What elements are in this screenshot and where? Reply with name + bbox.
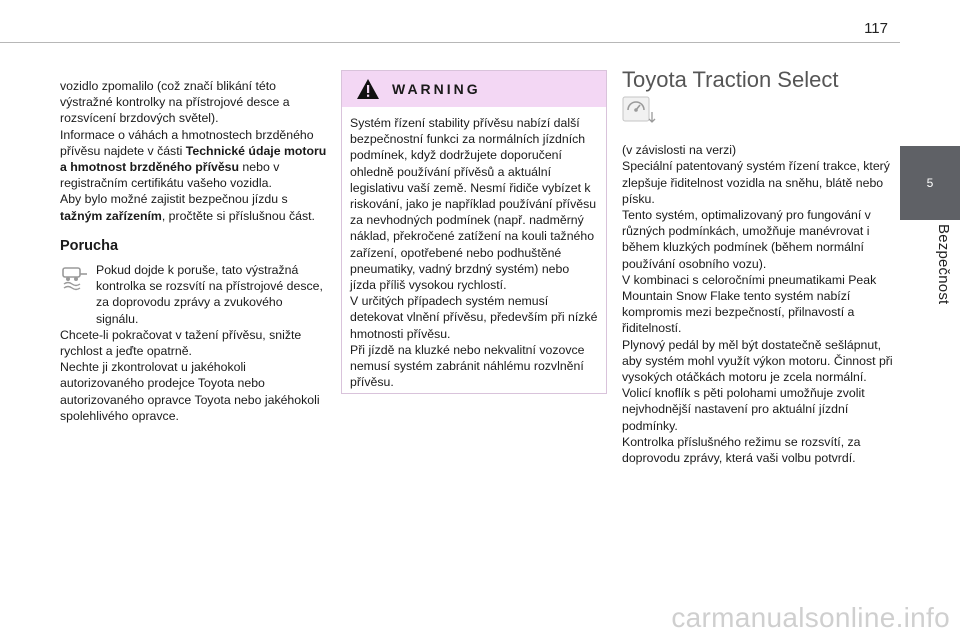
safety-link-text: tažným zařízením bbox=[60, 208, 162, 223]
warning-header bbox=[342, 71, 606, 107]
intro-text: vozidlo zpomalilo (což značí blikání této výstražné kontrolky na přístrojové desce a rozsvícení brzdových světel). bbox=[60, 79, 290, 126]
version-note: (v závislosti na verzi) bbox=[622, 143, 737, 158]
warning-body bbox=[342, 107, 606, 390]
porucha-heading: Porucha bbox=[60, 237, 119, 254]
porucha-block bbox=[60, 262, 328, 327]
porucha-text: Pokud dojde k poruše, tato výstražná kontrolka se rozsvítí na přístrojové desce, za doprovodu zprávy a zvukového signálu. bbox=[96, 263, 323, 326]
porucha-dealer-text: Nechte ji zkontrolovat u jakéhokoli autorizovaného prodejce Toyota nebo autorizovaného opravce Toyota nebo jakéhokoli spolehlivého opravce. bbox=[60, 360, 320, 423]
info-paragraph bbox=[60, 127, 328, 192]
safety-text-post: , pročtěte si příslušnou část. bbox=[161, 208, 315, 223]
info-link-text: Technické údaje motoru a hmotnost brzděného přívěsu bbox=[60, 143, 327, 175]
safety-text-pre: Aby bylo možné zajistit bezpečnou jízdu s bbox=[60, 192, 288, 207]
body-paragraph: Tento systém, optimalizovaný pro fungování v různých podmínkách, umožňuje manévrovat i během kluzkých podmínek (během normální používání osobního vozu). bbox=[622, 208, 871, 271]
body-paragraph: Volicí knoflík s pěti polohami umožňuje zvolit nejvhodnější nastavení pro aktuální jízdní podmínky. bbox=[622, 386, 865, 433]
traction-select-icon bbox=[622, 96, 658, 126]
left-column bbox=[60, 78, 328, 424]
chapter-title: Bezpečnost bbox=[935, 224, 952, 305]
body-paragraph: V kombinaci s celoročními pneumatikami Peak Mountain Snow Flake tento systém nabízí kompromis mezi bezpečností, přilnavostí a řiditelností. bbox=[622, 272, 877, 336]
watermark: carmanualsonline.info bbox=[671, 602, 950, 633]
warning-box bbox=[341, 70, 607, 394]
trailer-stability-warning-icon bbox=[60, 262, 90, 292]
warning-paragraph: Systém řízení stability přívěsu nabízí další bezpečnostní funkci za normálních jízdních podmínek, když dodržujete doporučení ohledně používání přívěsů a aktuální legislativu vaší země. Nesmí řidiče vybízet k riskování, jako je například používání přívěsu za nevhodných podmínek (např. nadměrný náklad, překročené zatížení na kouli tažného zařízení, opotřebené nebo podhuštěné pneumatiky, vadný brzdný systém) nebo jízda příliš vysokou rychlostí. bbox=[350, 116, 597, 293]
section-title: Toyota Traction Select bbox=[622, 67, 839, 92]
porucha-continue-text: Chcete-li pokračovat v tažení přívěsu, snižte rychlost a jeďte opatrně. bbox=[60, 327, 302, 359]
right-column bbox=[622, 67, 894, 466]
safety-paragraph bbox=[60, 191, 328, 223]
info-text-pre: Informace o váhách a hmotnostech brzděného přívěsu najdete v části bbox=[60, 127, 314, 158]
warning-paragraph: Při jízdě na kluzké nebo nekvalitní vozovce nemusí systém zabránit náhlému rozvlnění přívěsu. bbox=[350, 342, 585, 390]
warning-triangle-icon bbox=[356, 78, 380, 100]
warning-paragraph: V určitých případech systém nemusí detekovat vlnění přívěsu, především při nízké hmotnosti přívěsu. bbox=[350, 294, 598, 341]
body-paragraph: Kontrolka příslušného režimu se rozsvítí, za doprovodu zprávy, která vaši volbu potvrdí. bbox=[622, 434, 861, 466]
body-paragraph: Plynový pedál by měl být dostatečně sešlápnut, aby systém mohl využít výkon motoru. Činnost při vysokých otáčkách motoru je zcela normální. bbox=[622, 337, 893, 385]
info-text-post: nebo v registračním certifikátu vašeho vozidla. bbox=[60, 160, 280, 191]
page-number: 117 bbox=[864, 20, 888, 37]
chapter-tab[interactable] bbox=[900, 146, 960, 220]
body-paragraph: Speciální patentovaný systém řízení trakce, který zlepšuje řiditelnost vozidla na sněhu, blátě nebo písku. bbox=[622, 159, 890, 206]
warning-title: WARNING bbox=[392, 81, 481, 97]
chapter-number: 5 bbox=[926, 176, 934, 190]
header-divider bbox=[0, 42, 900, 43]
